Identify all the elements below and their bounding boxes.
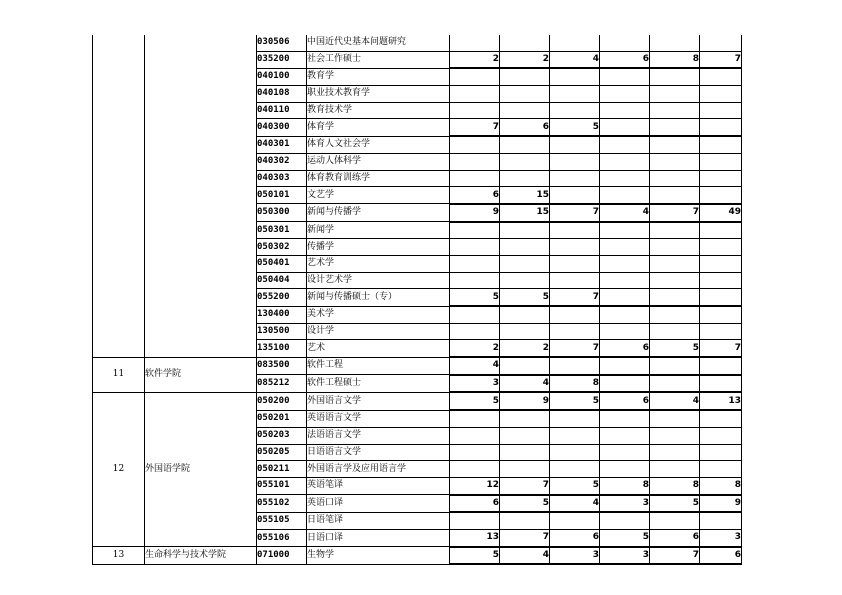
major-name-cell: 新闻与传播学 xyxy=(307,204,450,222)
count-cell xyxy=(650,35,700,51)
count-cell xyxy=(700,512,742,529)
count-cell: 6 xyxy=(600,392,650,410)
major-code-cell: 050211 xyxy=(257,461,307,478)
count-cell: 7 xyxy=(450,119,500,136)
major-name-cell: 英语语言文学 xyxy=(307,410,450,427)
count-cell xyxy=(600,444,650,461)
count-cell: 5 xyxy=(450,547,500,565)
major-code-cell: 040108 xyxy=(257,86,307,103)
count-cell xyxy=(450,461,500,478)
college-name-cell: 外国语学院 xyxy=(145,392,257,546)
count-cell: 5 xyxy=(550,119,600,136)
major-name-cell: 软件工程硕士 xyxy=(307,375,450,393)
major-name-cell: 软件工程 xyxy=(307,357,450,375)
major-code-cell: 035200 xyxy=(257,51,307,68)
major-name-cell: 日语语言文学 xyxy=(307,444,450,461)
major-name-cell: 日语口译 xyxy=(307,529,450,546)
count-cell: 2 xyxy=(450,340,500,357)
count-cell: 12 xyxy=(450,477,500,494)
count-cell xyxy=(650,255,700,272)
count-cell xyxy=(500,461,550,478)
count-cell xyxy=(600,35,650,51)
count-cell xyxy=(650,512,700,529)
count-cell xyxy=(600,153,650,170)
count-cell: 2 xyxy=(450,51,500,68)
count-cell xyxy=(500,136,550,153)
major-name-cell: 文艺学 xyxy=(307,187,450,204)
major-code-cell: 040301 xyxy=(257,136,307,153)
major-name-cell: 外国语言学及应用语言学 xyxy=(307,461,450,478)
major-name-cell: 设计艺术学 xyxy=(307,272,450,289)
count-cell xyxy=(600,68,650,85)
count-cell: 7 xyxy=(550,340,600,357)
major-name-cell: 英语口译 xyxy=(307,495,450,513)
count-cell xyxy=(550,86,600,103)
count-cell xyxy=(600,427,650,444)
table-row xyxy=(93,35,742,51)
count-cell: 6 xyxy=(650,529,700,546)
count-cell: 7 xyxy=(700,51,742,68)
college-name-cell: 软件学院 xyxy=(145,357,257,392)
count-cell: 6 xyxy=(450,495,500,513)
major-code-cell: 135100 xyxy=(257,340,307,357)
college-index-cell: 13 xyxy=(93,547,145,565)
count-cell xyxy=(500,102,550,119)
count-cell xyxy=(700,255,742,272)
count-cell: 9 xyxy=(500,392,550,410)
count-cell xyxy=(600,410,650,427)
major-name-cell: 生物学 xyxy=(307,547,450,565)
major-code-cell: 055105 xyxy=(257,512,307,529)
major-name-cell: 新闻学 xyxy=(307,222,450,239)
count-cell xyxy=(450,512,500,529)
count-cell xyxy=(550,461,600,478)
count-cell xyxy=(650,410,700,427)
count-cell: 4 xyxy=(500,375,550,393)
major-name-cell: 艺术学 xyxy=(307,255,450,272)
count-cell: 8 xyxy=(700,477,742,494)
count-cell xyxy=(650,357,700,375)
count-cell: 6 xyxy=(700,547,742,565)
count-cell xyxy=(500,86,550,103)
count-cell xyxy=(550,512,600,529)
count-cell: 4 xyxy=(650,392,700,410)
count-cell xyxy=(600,512,650,529)
count-cell xyxy=(650,153,700,170)
count-cell xyxy=(550,255,600,272)
major-name-cell: 传播学 xyxy=(307,239,450,256)
count-cell xyxy=(450,68,500,85)
major-name-cell: 教育技术学 xyxy=(307,102,450,119)
major-code-cell: 050200 xyxy=(257,392,307,410)
count-cell xyxy=(700,68,742,85)
count-cell xyxy=(550,239,600,256)
count-cell xyxy=(450,410,500,427)
count-cell: 5 xyxy=(650,340,700,357)
count-cell xyxy=(500,512,550,529)
college-index-cell xyxy=(93,35,145,357)
count-cell: 7 xyxy=(500,529,550,546)
count-cell xyxy=(650,323,700,340)
count-cell xyxy=(600,239,650,256)
count-cell xyxy=(550,153,600,170)
count-cell xyxy=(700,170,742,187)
count-cell xyxy=(500,323,550,340)
count-cell xyxy=(500,255,550,272)
count-cell: 15 xyxy=(500,204,550,222)
count-cell xyxy=(700,323,742,340)
count-cell: 7 xyxy=(650,547,700,565)
major-name-cell: 设计学 xyxy=(307,323,450,340)
count-cell: 6 xyxy=(600,340,650,357)
count-cell xyxy=(550,444,600,461)
count-cell: 13 xyxy=(700,392,742,410)
count-cell: 5 xyxy=(550,392,600,410)
count-cell: 5 xyxy=(500,495,550,513)
count-cell xyxy=(550,136,600,153)
count-cell: 13 xyxy=(450,529,500,546)
count-cell xyxy=(550,323,600,340)
major-name-cell: 英语笔译 xyxy=(307,477,450,494)
admissions-table xyxy=(92,35,742,565)
count-cell xyxy=(550,68,600,85)
count-cell: 4 xyxy=(500,547,550,565)
count-cell xyxy=(700,272,742,289)
table-row xyxy=(93,547,742,565)
count-cell: 3 xyxy=(700,529,742,546)
count-cell: 7 xyxy=(700,340,742,357)
major-name-cell: 社会工作硕士 xyxy=(307,51,450,68)
major-code-cell: 050101 xyxy=(257,187,307,204)
major-code-cell: 083500 xyxy=(257,357,307,375)
count-cell xyxy=(650,239,700,256)
count-cell xyxy=(550,35,600,51)
college-index-cell: 11 xyxy=(93,357,145,392)
count-cell xyxy=(600,170,650,187)
major-name-cell: 外国语言文学 xyxy=(307,392,450,410)
count-cell xyxy=(500,153,550,170)
major-code-cell: 071000 xyxy=(257,547,307,565)
count-cell xyxy=(550,306,600,323)
college-name-cell xyxy=(145,35,257,357)
major-code-cell: 055106 xyxy=(257,529,307,546)
major-code-cell: 050301 xyxy=(257,222,307,239)
count-cell xyxy=(500,68,550,85)
count-cell xyxy=(600,461,650,478)
major-name-cell: 职业技术教育学 xyxy=(307,86,450,103)
count-cell xyxy=(700,187,742,204)
count-cell xyxy=(500,410,550,427)
count-cell xyxy=(650,187,700,204)
table-row xyxy=(93,357,742,375)
count-cell: 3 xyxy=(600,495,650,513)
major-code-cell: 040100 xyxy=(257,68,307,85)
major-name-cell: 运动人体科学 xyxy=(307,153,450,170)
major-name-cell: 教育学 xyxy=(307,68,450,85)
major-name-cell: 体育教育训练学 xyxy=(307,170,450,187)
count-cell xyxy=(450,170,500,187)
count-cell xyxy=(450,255,500,272)
major-code-cell: 050205 xyxy=(257,444,307,461)
count-cell: 7 xyxy=(550,289,600,306)
count-cell xyxy=(600,102,650,119)
count-cell xyxy=(650,272,700,289)
count-cell xyxy=(700,222,742,239)
count-cell xyxy=(600,187,650,204)
count-cell xyxy=(500,170,550,187)
major-code-cell: 050404 xyxy=(257,272,307,289)
college-name-cell: 生命科学与技术学院 xyxy=(145,547,257,565)
count-cell xyxy=(450,239,500,256)
major-name-cell: 日语笔译 xyxy=(307,512,450,529)
count-cell xyxy=(450,35,500,51)
college-index-cell: 12 xyxy=(93,392,145,546)
count-cell: 9 xyxy=(450,204,500,222)
count-cell: 8 xyxy=(600,477,650,494)
major-code-cell: 040110 xyxy=(257,102,307,119)
count-cell xyxy=(650,68,700,85)
major-code-cell: 050201 xyxy=(257,410,307,427)
count-cell: 15 xyxy=(500,187,550,204)
count-cell xyxy=(650,461,700,478)
count-cell: 8 xyxy=(550,375,600,393)
count-cell xyxy=(600,136,650,153)
count-cell: 5 xyxy=(450,289,500,306)
count-cell xyxy=(500,35,550,51)
count-cell: 2 xyxy=(500,340,550,357)
count-cell xyxy=(700,289,742,306)
count-cell xyxy=(550,170,600,187)
count-cell xyxy=(700,427,742,444)
major-code-cell: 050300 xyxy=(257,204,307,222)
count-cell xyxy=(600,323,650,340)
count-cell xyxy=(600,357,650,375)
count-cell: 5 xyxy=(450,392,500,410)
count-cell xyxy=(700,239,742,256)
count-cell xyxy=(550,187,600,204)
major-code-cell: 040300 xyxy=(257,119,307,136)
count-cell xyxy=(450,153,500,170)
count-cell: 3 xyxy=(450,375,500,393)
count-cell: 4 xyxy=(550,51,600,68)
count-cell: 2 xyxy=(500,51,550,68)
count-cell xyxy=(550,102,600,119)
count-cell xyxy=(450,272,500,289)
count-cell xyxy=(650,289,700,306)
count-cell: 6 xyxy=(550,529,600,546)
count-cell xyxy=(600,86,650,103)
count-cell: 7 xyxy=(500,477,550,494)
count-cell xyxy=(450,306,500,323)
count-cell xyxy=(700,444,742,461)
count-cell xyxy=(550,222,600,239)
count-cell xyxy=(700,35,742,51)
count-cell xyxy=(450,323,500,340)
count-cell: 8 xyxy=(650,477,700,494)
count-cell: 6 xyxy=(600,51,650,68)
major-code-cell: 130500 xyxy=(257,323,307,340)
count-cell: 3 xyxy=(550,547,600,565)
count-cell: 6 xyxy=(500,119,550,136)
count-cell xyxy=(450,444,500,461)
major-code-cell: 040303 xyxy=(257,170,307,187)
count-cell xyxy=(700,306,742,323)
count-cell xyxy=(500,306,550,323)
count-cell xyxy=(600,306,650,323)
count-cell xyxy=(600,272,650,289)
count-cell xyxy=(500,357,550,375)
major-name-cell: 艺术 xyxy=(307,340,450,357)
count-cell xyxy=(700,136,742,153)
count-cell: 4 xyxy=(450,357,500,375)
major-code-cell: 050302 xyxy=(257,239,307,256)
major-code-cell: 040302 xyxy=(257,153,307,170)
count-cell xyxy=(450,136,500,153)
count-cell xyxy=(550,410,600,427)
count-cell xyxy=(500,427,550,444)
count-cell xyxy=(450,222,500,239)
count-cell xyxy=(500,272,550,289)
major-name-cell: 体育人文社会学 xyxy=(307,136,450,153)
count-cell xyxy=(500,444,550,461)
count-cell xyxy=(700,375,742,393)
major-code-cell: 130400 xyxy=(257,306,307,323)
major-code-cell: 055101 xyxy=(257,477,307,494)
count-cell xyxy=(650,86,700,103)
count-cell xyxy=(450,86,500,103)
count-cell xyxy=(550,427,600,444)
count-cell: 5 xyxy=(600,529,650,546)
major-code-cell: 055200 xyxy=(257,289,307,306)
count-cell xyxy=(650,427,700,444)
major-code-cell: 055102 xyxy=(257,495,307,513)
count-cell xyxy=(500,222,550,239)
count-cell xyxy=(700,86,742,103)
count-cell: 3 xyxy=(600,547,650,565)
count-cell xyxy=(650,119,700,136)
major-code-cell: 030506 xyxy=(257,35,307,51)
count-cell xyxy=(650,102,700,119)
count-cell: 7 xyxy=(650,204,700,222)
count-cell xyxy=(650,136,700,153)
count-cell: 5 xyxy=(550,477,600,494)
major-name-cell: 体育学 xyxy=(307,119,450,136)
major-name-cell: 美术学 xyxy=(307,306,450,323)
count-cell xyxy=(700,119,742,136)
count-cell xyxy=(650,375,700,393)
count-cell xyxy=(650,170,700,187)
count-cell: 8 xyxy=(650,51,700,68)
major-code-cell: 050203 xyxy=(257,427,307,444)
count-cell xyxy=(700,461,742,478)
count-cell: 49 xyxy=(700,204,742,222)
count-cell xyxy=(600,119,650,136)
count-cell xyxy=(600,375,650,393)
count-cell xyxy=(550,357,600,375)
table-body xyxy=(93,35,742,564)
count-cell xyxy=(700,357,742,375)
major-name-cell: 法语语言文学 xyxy=(307,427,450,444)
count-cell: 5 xyxy=(650,495,700,513)
count-cell xyxy=(700,153,742,170)
count-cell xyxy=(700,102,742,119)
count-cell: 4 xyxy=(600,204,650,222)
count-cell xyxy=(650,222,700,239)
count-cell: 4 xyxy=(550,495,600,513)
major-name-cell: 中国近代史基本问题研究 xyxy=(307,35,450,51)
count-cell xyxy=(450,427,500,444)
count-cell xyxy=(700,410,742,427)
count-cell xyxy=(600,222,650,239)
count-cell xyxy=(550,272,600,289)
major-code-cell: 050401 xyxy=(257,255,307,272)
count-cell xyxy=(450,102,500,119)
count-cell xyxy=(600,289,650,306)
count-cell: 6 xyxy=(450,187,500,204)
count-cell xyxy=(650,444,700,461)
major-name-cell: 新闻与传播硕士（专） xyxy=(307,289,450,306)
major-code-cell: 085212 xyxy=(257,375,307,393)
table-row xyxy=(93,392,742,410)
count-cell: 5 xyxy=(500,289,550,306)
count-cell: 9 xyxy=(700,495,742,513)
count-cell xyxy=(650,306,700,323)
count-cell: 7 xyxy=(550,204,600,222)
count-cell xyxy=(500,239,550,256)
count-cell xyxy=(600,255,650,272)
